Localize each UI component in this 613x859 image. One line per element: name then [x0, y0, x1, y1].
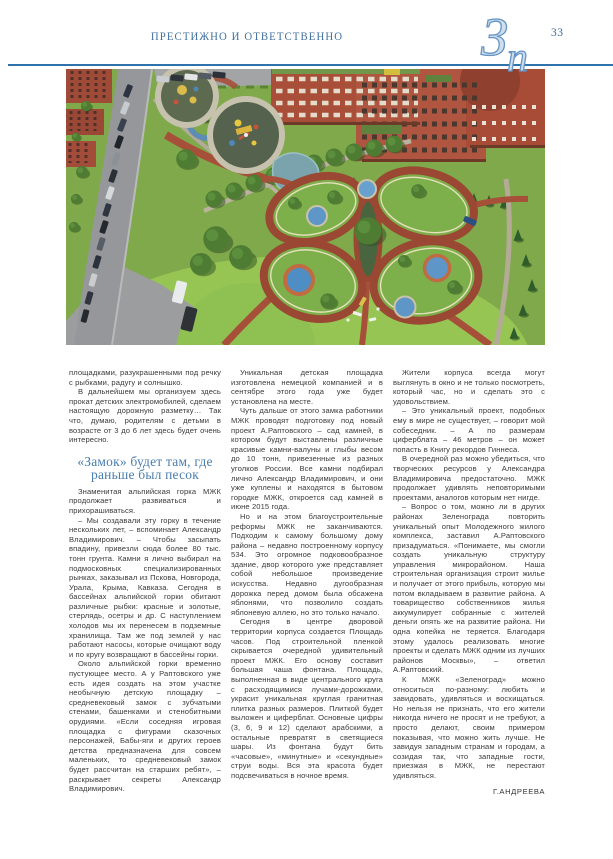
paragraph: – Мы создавали эту горку в течение нескольких лет, – вспоминает Александр Владимирович. – Чтобы засыпать впадину, привезли сюда более 80 тыс. тонн грунта. Камни я лично выбирал на подмосковных специализированных рынках, заказывал из Пскова, Новгорода, Урала, Крыма, Кавказа. Сегодня в бассейнах альпийской горки обитают различные рыбки: красные и золотые, стерлядь, осетры и др. С наступлением холодов мы их перенесем в подземные хранилища. Там же под землей у нас работают насосы, которые очищают воду и по кругу возвращают в бассейны горки.: [69, 515, 221, 659]
article-column-1: [69, 368, 221, 794]
paragraph: Уникальная детская площадка изготовлена немецкой компанией и в сентябре этого года уже будет установлена на месте.: [231, 368, 383, 406]
author-byline: Г.АНДРЕЕВА: [492, 786, 545, 796]
paragraph: – Вопрос о том, можно ли в других районах Зеленограда повторить уникальный опыт Молодежного жилого комплекса, заставил А.Раптовского призадуматься. «Понимаете, мы смогли создать уникальную структуру управления микрорайоном. Наша строительная организация строит жилье и получает от этого прибыль, которую мы потом вкладываем в развитие района. А товарищество собственников жилья аккумулирует собранные с жителей деньги опять же на развитие района. Ни одна копейка не теряется. Благодаря этому удалось реализовать многие проекты и сделать МЖК одним из лучших районов Москвы», – ответил А.Раптовский.: [393, 502, 545, 675]
logo-letter-z: З: [481, 8, 508, 67]
paragraph: Но и на этом благоустроительные реформы МЖК не заканчиваются. Подходим к самому большому дому района – недавно построенному корпусу 534. Это огромное подковообразное здание, двор которого уже представляет собой небольшое произведение искусства. Недавно дугообразная дорожка перед домом была обсажена яблонями, что позволило создать яблоневую аллею, но это только начало.: [231, 511, 383, 617]
paragraph: – Это уникальный проект, подобных ему в мире не существует, – говорит мой собеседник. – А по размерам циферблата – 46 метров – он может попасть в Книгу рекордов Гиннеса.: [393, 406, 545, 454]
section-heading: «Замок» будет там, где раньше был песок: [77, 453, 213, 483]
paragraph: В дальнейшем мы организуем здесь прокат детских электромобилей, сделаем настоящую дорожную разметку… Так что, думаю, родителям с детьми в возрасте от 3 до 6 лет здесь будет очень интересно.: [69, 387, 221, 445]
page-number: 33: [551, 27, 564, 39]
logo-monogram-icon: [479, 8, 555, 84]
aerial-courtyard-photo: [66, 69, 545, 345]
paragraph: В очередной раз можно убедиться, что творческих ресурсов у Александра Владимировича предостаточно. МЖК продолжает удивлять неповторимыми проектами, аналогов которым нет нигде.: [393, 454, 545, 502]
page-header-title: ПРЕСТИЖНО И ОТВЕТСТВЕННО: [150, 29, 344, 43]
paragraph: Знаменитая альпийская горка МЖК продолжает развиваться и прихорашиваться.: [69, 486, 221, 515]
aerial-photo-illustration: [66, 69, 545, 345]
article-column-3: [393, 368, 545, 796]
magazine-logo-icon: [479, 8, 555, 84]
paragraph: Жители корпуса всегда могут выглянуть в окно и не только посмотреть, который час, но и сделать это с удовольствием.: [393, 368, 545, 406]
logo-letter-p: п: [507, 35, 528, 81]
paragraph: Сегодня в центре дворовой территории корпуса создается Площадь часов. Под строительной пленкой скрывается очередной удивительный проект МЖК. Его основу составит большая чаша фонтана. Площадь, выполненная в виде центрального круга с расходящимися лучами-дорожками, украсит уникальная круглая гранитная плитка разных размеров. Плиткой будет выложен и циферблат. Основные цифры (3, 6, 9 и 12) сделают арабскими, а остальные превратят в светящиеся шары. Из фонтана будут бить «часовые», «минутные» и «секундные» струи воды. Вся эта красота будет подсвечиваться в ночное время.: [231, 617, 383, 780]
article-column-2: [231, 368, 383, 781]
paragraph: Чуть дальше от этого замка работники МЖК проводят подготовку под новый проект А.Раптовского – сад камней, в котором будут выставлены различные красивые камни-валуны и глыбы весом до 10 тонн, привезенные из разных уголков России. Все камни подбирал лично Александр Владимирович, и они уже куплены и находятся в бытовом городке МЖК, откроется сад камней в июне 2015 года.: [231, 406, 383, 512]
paragraph: площадками, разукрашенными под речку с рыбками, радугу и солнышко.: [69, 368, 221, 387]
paragraph: К МЖК «Зеленоград» можно относиться по-разному: любить и завидовать, удивляться и восхищаться. Но нельзя не признать, что его жители никогда ничего не просят и не требуют, а просто делают, своим примером показывая, что можно жить лучше. Не завидуя западным странам и городам, а созидая так, что западные гости, приезжая в МЖК, не перестают удивляться.: [393, 675, 545, 780]
paragraph: Около альпийской горки временно пустующее место. А у Раптовского уже есть идея создать на этом участке необычную детскую площадку – средневековый замок с зубчатыми стенами, башенками и стенобитными орудиями. «Если соседняя игровая площадка с фигурами сказочных персонажей, Бабы-яги и других героев детства предназначена для совсем маленьких, то средневековый замок будет рассчитан на старших ребят», – раскрывает секреты Александр Владимирович.: [69, 659, 221, 794]
